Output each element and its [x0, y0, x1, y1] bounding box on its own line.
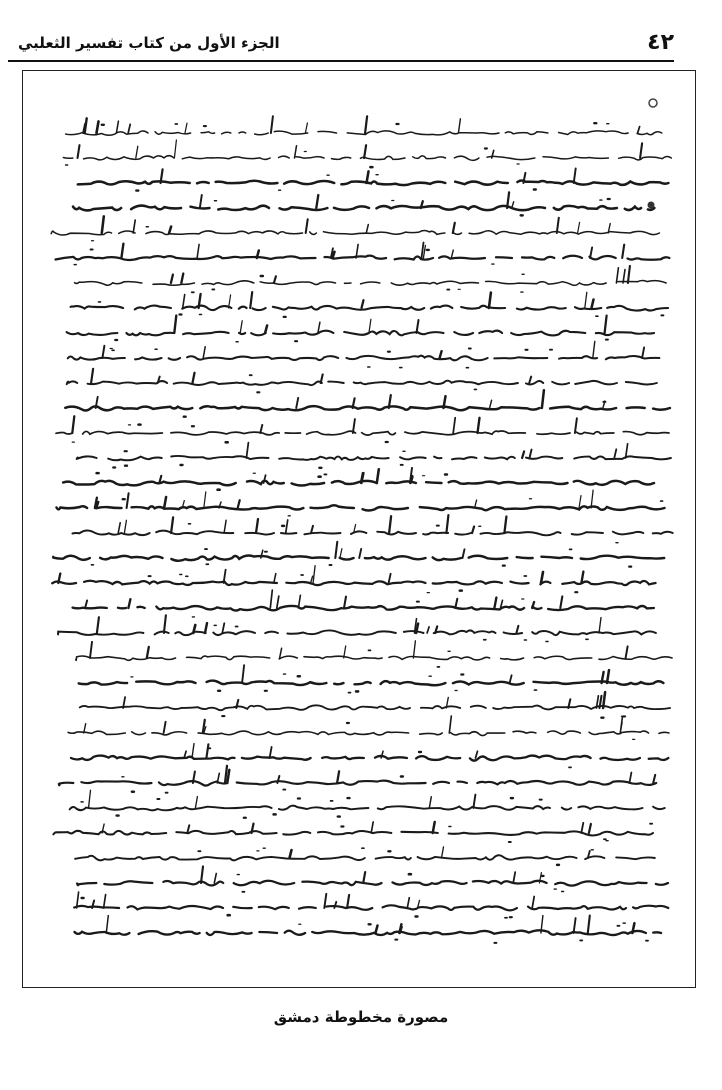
manuscript-stroke	[585, 292, 587, 308]
manuscript-stroke	[174, 316, 176, 334]
manuscript-stroke	[85, 601, 87, 609]
manuscript-line	[73, 531, 673, 536]
manuscript-stroke	[490, 400, 492, 408]
manuscript-stroke	[222, 623, 224, 633]
manuscript-stroke	[574, 169, 576, 184]
manuscript-stroke	[296, 398, 298, 408]
manuscript-line	[74, 905, 668, 910]
manuscript-stroke	[214, 874, 216, 884]
manuscript-stroke	[440, 351, 442, 358]
manuscript-stroke	[270, 590, 272, 608]
manuscript-stroke	[522, 451, 524, 458]
manuscript-stroke	[90, 642, 92, 658]
manuscript-stroke	[89, 790, 91, 808]
manuscript-line	[71, 306, 669, 311]
manuscript-image	[23, 71, 696, 988]
manuscript-stroke	[224, 520, 226, 533]
manuscript-stroke	[164, 722, 166, 733]
manuscript-line	[56, 431, 669, 435]
manuscript-stroke	[581, 823, 583, 833]
manuscript-stroke	[335, 542, 337, 558]
manuscript-stroke	[504, 517, 506, 534]
manuscript-stroke	[91, 369, 93, 383]
manuscript-line	[67, 331, 654, 336]
manuscript-stroke	[277, 596, 279, 608]
manuscript-stroke	[593, 341, 595, 358]
manuscript-stroke	[628, 266, 630, 283]
manuscript-stroke	[72, 416, 74, 433]
manuscript-line	[80, 705, 670, 710]
manuscript-stroke	[592, 300, 594, 309]
manuscript-stroke	[616, 268, 618, 283]
manuscript-stroke	[463, 549, 465, 558]
manuscript-stroke	[494, 598, 496, 609]
manuscript-stroke	[389, 574, 391, 583]
manuscript-stroke	[473, 795, 475, 808]
manuscript-line	[67, 381, 657, 386]
manuscript-stroke	[169, 227, 171, 233]
manuscript-line	[75, 281, 667, 286]
manuscript-stroke	[311, 576, 313, 583]
manuscript-stroke	[238, 500, 240, 508]
manuscript-stroke	[451, 250, 453, 258]
manuscript-stroke	[365, 116, 367, 133]
manuscript-stroke	[306, 219, 308, 233]
manuscript-stroke	[200, 195, 202, 208]
manuscript-stroke	[516, 626, 518, 633]
manuscript-line	[75, 855, 655, 860]
manuscript-stroke	[128, 124, 130, 133]
manuscript-line	[63, 156, 671, 161]
manuscript-stroke	[588, 916, 590, 934]
manuscript-stroke	[513, 872, 515, 883]
manuscript-handwriting	[51, 116, 673, 943]
manuscript-stroke	[605, 316, 607, 333]
manuscript-line	[65, 406, 670, 410]
manuscript-stroke	[171, 517, 173, 533]
manuscript-stroke	[97, 121, 99, 133]
manuscript-stroke	[363, 872, 365, 883]
manuscript-line	[73, 606, 654, 611]
manuscript-stroke	[298, 595, 300, 608]
manuscript-stroke	[442, 847, 444, 858]
manuscript-stroke	[359, 549, 361, 558]
manuscript-stroke	[242, 665, 244, 683]
manuscript-line	[77, 456, 671, 460]
manuscript-stroke	[476, 751, 478, 758]
manuscript-stroke	[455, 599, 457, 608]
manuscript-line	[76, 656, 672, 660]
manuscript-stroke	[512, 202, 514, 208]
manuscript-stroke	[271, 116, 273, 133]
manuscript-stroke	[311, 526, 313, 533]
manuscript-stroke	[389, 516, 391, 533]
manuscript-stroke	[589, 824, 591, 833]
manuscript-stroke	[433, 822, 435, 833]
manuscript-line	[56, 256, 670, 260]
running-title: الجزء الأول من كتاب تفسير الثعلبي	[18, 34, 280, 52]
manuscript-stroke	[557, 218, 559, 233]
manuscript-line	[68, 731, 669, 736]
manuscript-line	[53, 831, 653, 836]
manuscript-stroke	[340, 549, 342, 558]
manuscript-stroke	[532, 897, 534, 909]
manuscript-stroke	[364, 145, 366, 158]
manuscript-stroke	[579, 496, 581, 508]
manuscript-stroke	[290, 850, 292, 858]
manuscript-stroke	[193, 373, 195, 383]
manuscript-stroke	[313, 566, 315, 583]
manuscript-stroke	[195, 797, 197, 808]
manuscript-line	[70, 806, 665, 811]
manuscript-stroke	[121, 244, 123, 258]
manuscript-stroke	[453, 418, 455, 433]
page-number: ٤٢	[647, 30, 674, 55]
manuscript-stroke	[344, 597, 346, 608]
manuscript-stroke	[367, 171, 369, 183]
manuscript-stroke	[626, 646, 628, 658]
manuscript-stroke	[286, 520, 288, 533]
manuscript-line	[52, 581, 655, 585]
manuscript-stroke	[337, 771, 339, 783]
manuscript-stroke	[136, 146, 138, 158]
manuscript-stroke	[97, 617, 99, 633]
manuscript-stroke	[274, 276, 276, 283]
manuscript-stroke	[446, 515, 448, 533]
manuscript-stroke	[427, 627, 429, 633]
manuscript-stroke	[371, 822, 373, 833]
manuscript-stroke	[260, 425, 262, 433]
manuscript-stroke	[203, 347, 205, 358]
manuscript-stroke	[201, 866, 203, 883]
manuscript-stroke	[205, 623, 207, 633]
manuscript-stroke	[174, 140, 176, 158]
manuscript-stroke	[489, 293, 491, 308]
manuscript-stroke	[542, 390, 544, 408]
manuscript-stroke	[240, 321, 242, 333]
manuscript-stroke	[246, 443, 248, 458]
manuscript-stroke	[250, 292, 252, 308]
header-rule	[8, 60, 674, 62]
manuscript-line	[57, 505, 665, 510]
manuscript-stroke	[560, 596, 562, 608]
manuscript-line	[59, 781, 656, 786]
manuscript-stroke	[183, 295, 185, 309]
manuscript-stroke	[478, 418, 480, 433]
manuscript-stroke	[529, 377, 531, 383]
manuscript-stroke	[530, 450, 532, 458]
manuscript-stroke	[362, 300, 364, 308]
manuscript-stroke	[642, 348, 644, 359]
manuscript-line	[63, 481, 654, 486]
manuscript-stroke	[614, 449, 616, 458]
manuscript-stroke	[164, 497, 166, 508]
manuscript-stroke	[458, 119, 460, 133]
manuscript-line	[58, 630, 656, 635]
manuscript-stroke	[640, 143, 642, 158]
manuscript-stroke	[578, 222, 580, 233]
manuscript-stroke	[376, 926, 378, 934]
manuscript-stroke	[316, 195, 318, 208]
manuscript-stroke	[102, 346, 104, 358]
manuscript-stroke	[575, 418, 577, 433]
manuscript-stroke	[353, 419, 355, 433]
manuscript-stroke	[620, 718, 622, 733]
binding-hole-icon	[649, 99, 657, 107]
manuscript-stroke	[118, 523, 120, 533]
figure-caption: مصورة مخطوطة دمشق	[273, 1008, 449, 1026]
manuscript-stroke	[472, 527, 474, 534]
manuscript-line	[73, 206, 654, 211]
manuscript-stroke	[510, 675, 512, 683]
manuscript-stroke	[197, 244, 199, 258]
manuscript-stroke	[449, 716, 451, 733]
manuscript-stroke	[128, 599, 130, 608]
manuscript-stroke	[417, 320, 419, 333]
manuscript-stroke	[453, 223, 455, 233]
manuscript-stroke	[590, 248, 592, 259]
manuscript-line	[68, 356, 660, 361]
manuscript-stroke	[116, 121, 118, 133]
manuscript-line	[51, 230, 659, 235]
manuscript-stroke	[413, 641, 415, 658]
manuscript-frame	[22, 70, 696, 988]
manuscript-line	[78, 180, 669, 185]
manuscript-stroke	[280, 648, 282, 658]
manuscript-stroke	[147, 647, 149, 658]
manuscript-line	[71, 756, 668, 761]
manuscript-line	[79, 681, 664, 686]
manuscript-stroke	[204, 492, 206, 508]
manuscript-stroke	[171, 275, 173, 283]
manuscript-stroke	[622, 245, 624, 258]
manuscript-stroke	[321, 374, 323, 383]
manuscript-stroke	[638, 127, 640, 133]
manuscript-stroke	[653, 775, 655, 783]
manuscript-stroke	[274, 574, 276, 583]
manuscript-stroke	[78, 145, 80, 158]
manuscript-stroke	[629, 773, 631, 784]
manuscript-stroke	[377, 469, 379, 483]
manuscript-stroke	[192, 744, 194, 758]
manuscript-stroke	[574, 918, 576, 933]
manuscript-stroke	[104, 895, 106, 908]
manuscript-stroke	[227, 770, 229, 783]
manuscript-stroke	[305, 123, 307, 133]
manuscript-stroke	[102, 216, 104, 233]
manuscript-stroke	[429, 797, 431, 808]
manuscript-stroke	[366, 225, 368, 234]
manuscript-stroke	[181, 274, 183, 284]
manuscript-stroke	[599, 618, 601, 633]
manuscript-stroke	[347, 895, 349, 908]
manuscript-line	[77, 881, 668, 886]
manuscript-stroke	[206, 744, 208, 758]
manuscript-stroke	[265, 326, 267, 334]
manuscript-stroke	[124, 520, 126, 533]
manuscript-stroke	[127, 493, 129, 508]
manuscript-stroke	[256, 519, 258, 533]
manuscript-stroke	[407, 898, 409, 908]
manuscript-stroke	[164, 615, 166, 633]
binding-hole-icon	[648, 202, 655, 209]
manuscript-stroke	[133, 220, 135, 233]
manuscript-stroke	[185, 123, 187, 133]
manuscript-line	[66, 131, 662, 135]
page-header	[14, 28, 674, 58]
manuscript-stroke	[106, 916, 108, 933]
